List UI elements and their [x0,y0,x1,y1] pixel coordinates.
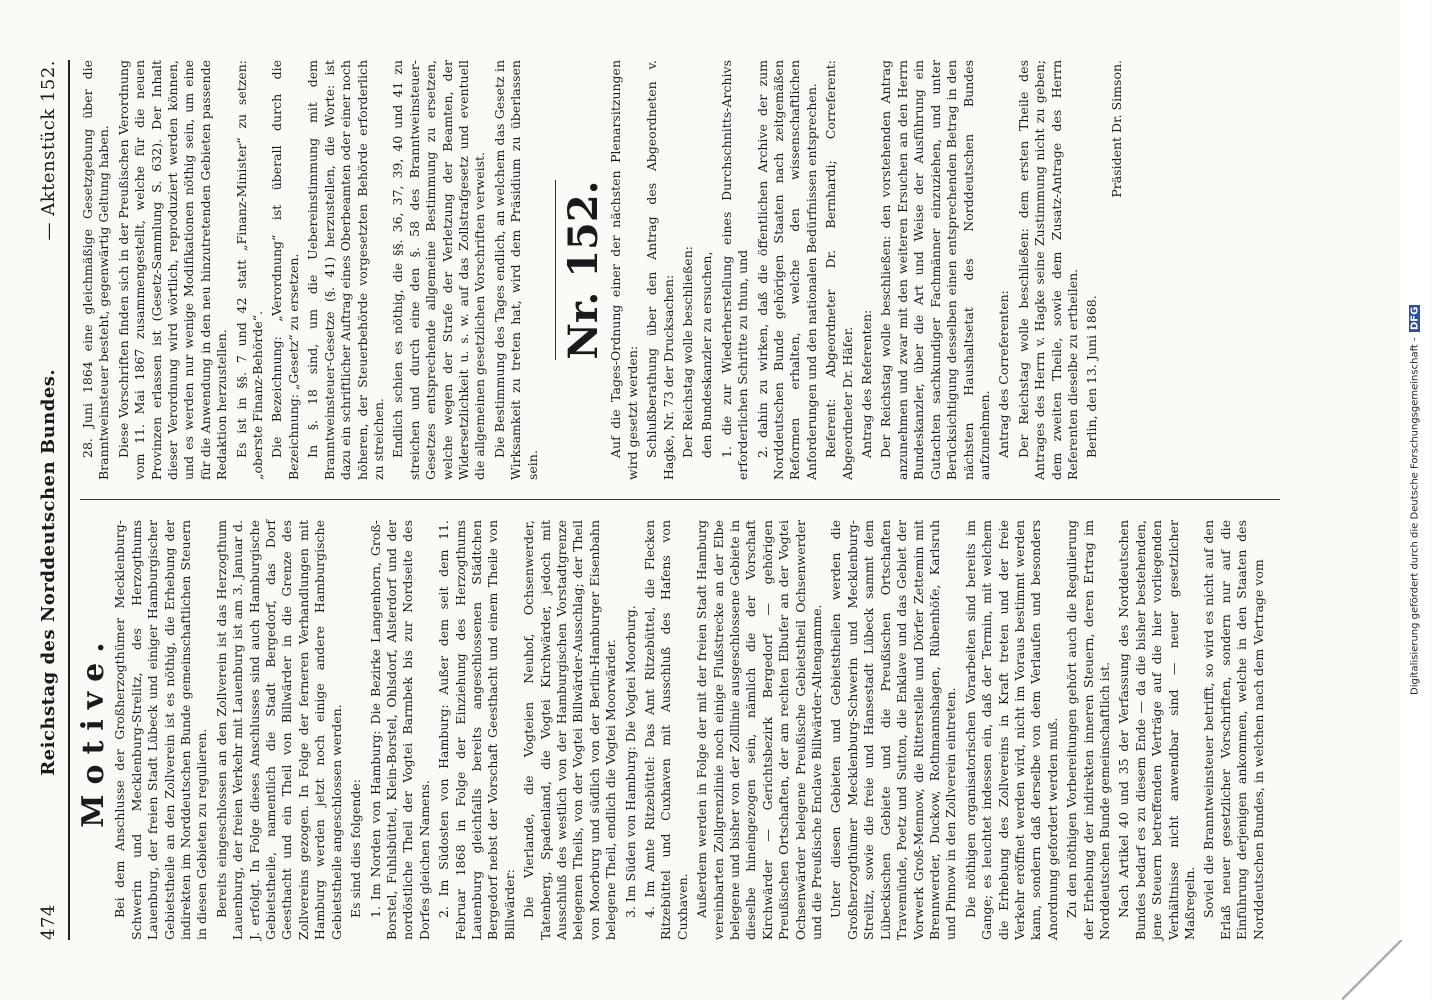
column-divider [80,499,1280,500]
paragraph: 2. Im Südosten von Hamburg: Außer dem seit dem 11. Februar 1868 in Folge der Einziehung des Herzogthums Lauenburg gleichfalls bereits angeschlossenen Städtchen Bergedorf nebst der Vorschaft Geesthacht und einem Theile von Billwärder: [436,520,517,940]
paragraph: Unter diesen Gebieten und Gebietstheilen werden die Großherzogthümer Mecklenburg-Schwerin und Mecklenburg-Strelitz, sowie die freie und Hansestadt Lübeck sammt dem Lübeckischen Gebiete und die Preußischen Ortschaften Travemünde, Poetz und Sutton, die Enklave und das Gebiet der Vorwerk Groß-Mennow, die Ritterstelle und Dörfer Zettemin mit Brennwerder, Duckow, Rothmannshagen, Rübenhöfe, Karlsruh und Pinnow in den Zollverein eintreten. [828,520,959,940]
paragraph: 2. dahin zu wirken, daß die öffentlichen Archive der zum Norddeutschen Bunde gehörigen Staaten nach zeitgemäßen Reformen erhalten, welche den wissenschaftlichen Anforderungen und den nationalen Bedürfnissen entsprechen. [754,60,819,480]
right-column [80,60,1290,480]
paragraph: Soviel die Branntweinsteuer betrifft, so wird es nicht auf den Erlaß neuer gesetzlicher Vorschriften, sondern nur auf die Einführung derjenigen ankommen, welche in den Staaten des Norddeutschen Bundes, in welchen nach dem Vertrage vom [1201,520,1266,940]
paragraph: Auf die Tages-Ordnung einer der nächsten Plenarsitzungen wird gesetzt werden: [608,60,640,480]
right-paragraphs-top [80,60,541,480]
paragraph: Nach Artikel 40 und 35 der Verfassung des Norddeutschen Bundes bedarf es zu diesem Ende — da die bisher bestehenden, jene Steuern betreffenden Verträge auf die hier vorliegenden Verhältnisse nicht anwendbar sind — neuer gesetzlicher Maßregeln. [1116,520,1197,940]
paragraph: Der Reichstag wolle beschließen: dem ersten Theile des Antrages des Herrn v. Hagke seine Zustimmung nicht zu geben; dem zweiten Theile, sowie dem Zusatz-Antrage des Herrn Referenten dieselbe zu ertheilen. [1015,60,1080,480]
signature: Präsident Dr. Simson. [1108,60,1124,198]
paragraph: Schlußberathung über den Antrag des Abgeordneten v. Hagke, Nr. 73 der Drucksachen: [644,60,676,480]
section-heading-number: Nr. 152. [559,180,607,360]
paragraph: Der Reichstag wolle beschließen: den vorstehenden Antrag anzunehmen und zwar mit den weiteren Ersuchen an den Herrn Bundeskanzler, über die Art und Weise der Ausführung ein Gutachten sachkundiger Fachmänner einzuziehen, und unter Berücksichtigung desselben einen entsprechenden Betrag in den nächsten Haushaltsetat des Norddeutschen Bundes aufzunehmen. [878,60,992,480]
paragraph: Endlich schien es nöthig, die §§. 36, 37, 39, 40 und 41 zu streichen und durch eine den §. 58 des Branntweinsteuer-Gesetzes entsprechende allgemeine Bestimmung zu ersetzen, welche wegen der Strafe der Verletzung der Beamten, der Widersetzlichkeit u. s. w. auf das Zollstrafgesetz und eventuell die allgemeinen gesetzlichen Vorschriften verweist. [390,60,488,480]
paragraph: Die Vierlande, die Vogteien Neuhof, Ochsenwerder, Tatenberg, Spadenland, die Vogtei Kirchwärder, jedoch mit Ausschluß des westlich von der Hamburgischen Vorstadtgrenze belegenen Theils, von der Vogtei Billwärder-Ausschlag; der Theil von Moorburg und südlich von der Berlin-Hamburger Eisenbahn belegene Theil, endlich die Vogtei Moorwärder. [521,520,619,940]
paragraph: Die Bezeichnung: „Verordnung“ ist überall durch die Bezeichnung: „Gesetz“ zu ersetzen. [269,60,301,480]
paragraph: 1. die zur Wiederherstellung eines Durchschnitts-Archivs erforderlichen Schritte zu thun, und [718,60,751,480]
page-subtitle: — Aktenstück 152. [37,60,59,241]
paragraph: 1. Im Norden von Hamburg: Die Bezirke Langenhorn, Groß-Borstel, Fuhlsbüttel, Klein-Borstel, Ohlsdorf, Alsterdorf und der nordöstliche Theil der Vogtei Barmbek bis zur Nordseite des Dorfes gleichen Namens. [367,520,432,940]
paragraph: Die Bestimmung des Tages endlich, an welchem das Gesetz in Wirksamkeit zu treten hat, wird dem Präsidium zu überlassen sein. [491,60,540,480]
paragraph: Es sind dies folgende: [348,779,364,918]
left-paragraphs [112,520,1267,940]
paragraph: Bei dem Anschlusse der Großherzogthümer Mecklenburg-Schwerin und Mecklenburg-Strelitz, des Herzogthums Lauenburg, der freien Stadt Lübeck und einiger Hamburgischer Gebietstheile an den Zollverein ist es nöthig, die Erhebung der indirekten im Norddeutschen Bunde gemeinschaftlichen Steuern in diesen Gebieten zu regulieren. [112,520,210,940]
paragraph: Es ist in §§. 7 und 42 statt „Finanz-Minister“ zu setzen: „oberste Finanz-Behörde“. [233,60,266,480]
paragraph: Außerdem werden in Folge der mit der freien Stadt Hamburg vereinbarten Zollgrenzlinie noch einige Flußstrecke an der Elbe belegene und bisher von der Zolllinie ausgeschlossene Gebiete in dieselbe hineingezogen sein, nämlich die der Vorschaft Kirchwärder — Gerichtsbezirk Bergedorf — gehörigen Preußischen Ortschaften, der am rechten Elbufer an der Vogtei Ochsenwärder belegene Preußische Gebietstheil Ochsenwerder und die Preußische Enclave Billwärder-Altengamme. [694,520,825,940]
paragraph: Zu den nöthigen Vorbereitungen gehört auch die Regulierung der Erhebung der indirekten inneren Steuern, deren Ertrag im Norddeutschen Bunde gemeinschaftlich ist. [1064,520,1112,940]
section-rule [555,180,556,360]
paragraph: 4. Im Amte Ritzebüttel: Das Amt Ritzebüttel, die Flecken Ritzebüttel und Cuxhaven mit Ausschluß des Hafens von Cuxhaven. [642,520,690,940]
page-number: 474 [37,904,59,940]
dfg-badge: DFG [1409,306,1421,330]
page-header [28,60,70,940]
caption-text: Digitalisierung gefördert durch die Deutsche Forschungsgemeinschaft - [1409,337,1421,696]
paragraph: Referent: Abgeordneter Dr. Bernhardi; Correferent: Abgeordneter Dr. Häfer. [823,60,855,480]
page-title: Reichstag des Norddeutschen Bundes. [37,368,59,776]
left-column [76,520,1290,940]
paragraph: 28. Juni 1864 eine gleichmäßige Gesetzgebung über die Branntweinsteuer besteht, gegenwärtig Geltung haben. [80,60,112,480]
section-heading-motive: Motive. [76,632,111,828]
paragraph: 3. Im Süden von Hamburg: Die Vogtei Moorburg. [622,605,638,918]
paragraph: Antrag des Correferenten: [996,290,1012,458]
digitization-caption [1400,0,1430,1000]
right-paragraphs-bottom [608,60,1100,480]
paragraph: Antrag des Referenten: [859,309,875,458]
paragraph: Diese Vorschriften finden sich in der Preußischen Verordnung vom 11. Mai 1867 zusammengestellt, welche für die neuen Provinzen erlassen ist (Gesetz-Sammlung S. 632). Der Inhalt dieser Verordnung wird wörtlich, reproduziert werden können, und es werden nur wenige Modifikationen nöthig sein, um eine für die Anwendung in den neu hinzutretenden Gebieten passende Redaktion herzustellen. [115,60,230,480]
paragraph: Der Reichstag wolle beschließen: [680,246,695,458]
paragraph: den Bundeskanzler zu ersuchen, [699,251,715,458]
paragraph: Die nöthigen organisatorischen Vorarbeiten sind bereits im Gange; es leuchtet indessen ein, daß der Termin, mit welchem die Erhebung des Zollvereins in Kraft treten und der freie Verkehr eröffnet werden wird, nicht im Voraus bestimmt werden kann, sondern daß derselbe von dem Verlaufen und besonders Anordnung gefordert werden muß. [962,520,1060,940]
page-fold [1342,940,1402,1000]
paragraph: In §. 18 sind, um die Uebereinstimmung mit dem Branntweinsteuer-Gesetze (§. 41) herzustellen, die Worte: ist dazu ein schriftlicher Auftrag eines Oberbeamten oder einer noch höheren, der Steuerbehörde vorgesetzten Behörde erforderlich zu streichen. [305,60,386,480]
paragraph: Bereits eingeschlossen an den Zollverein ist das Herzogthum Lauenburg, der freien Verkehr mit Lauenburg ist am 3. Januar d. J. erfolgt. In Folge dieses Anschlusses sind auch Hamburgische Gebietstheile, namentlich die Stadt Bergedorf, das Dorf Geesthacht und ein Theil von Billwärder in die Grenze des Zollvereins gezogen. In Folge der ferneren Verhandlungen mit Hamburg werden jetzt noch einige andere Hamburgische Gebietstheile angeschlossen werden. [213,520,344,940]
paragraph: Berlin, den 13. Juni 1868. [1084,295,1100,458]
